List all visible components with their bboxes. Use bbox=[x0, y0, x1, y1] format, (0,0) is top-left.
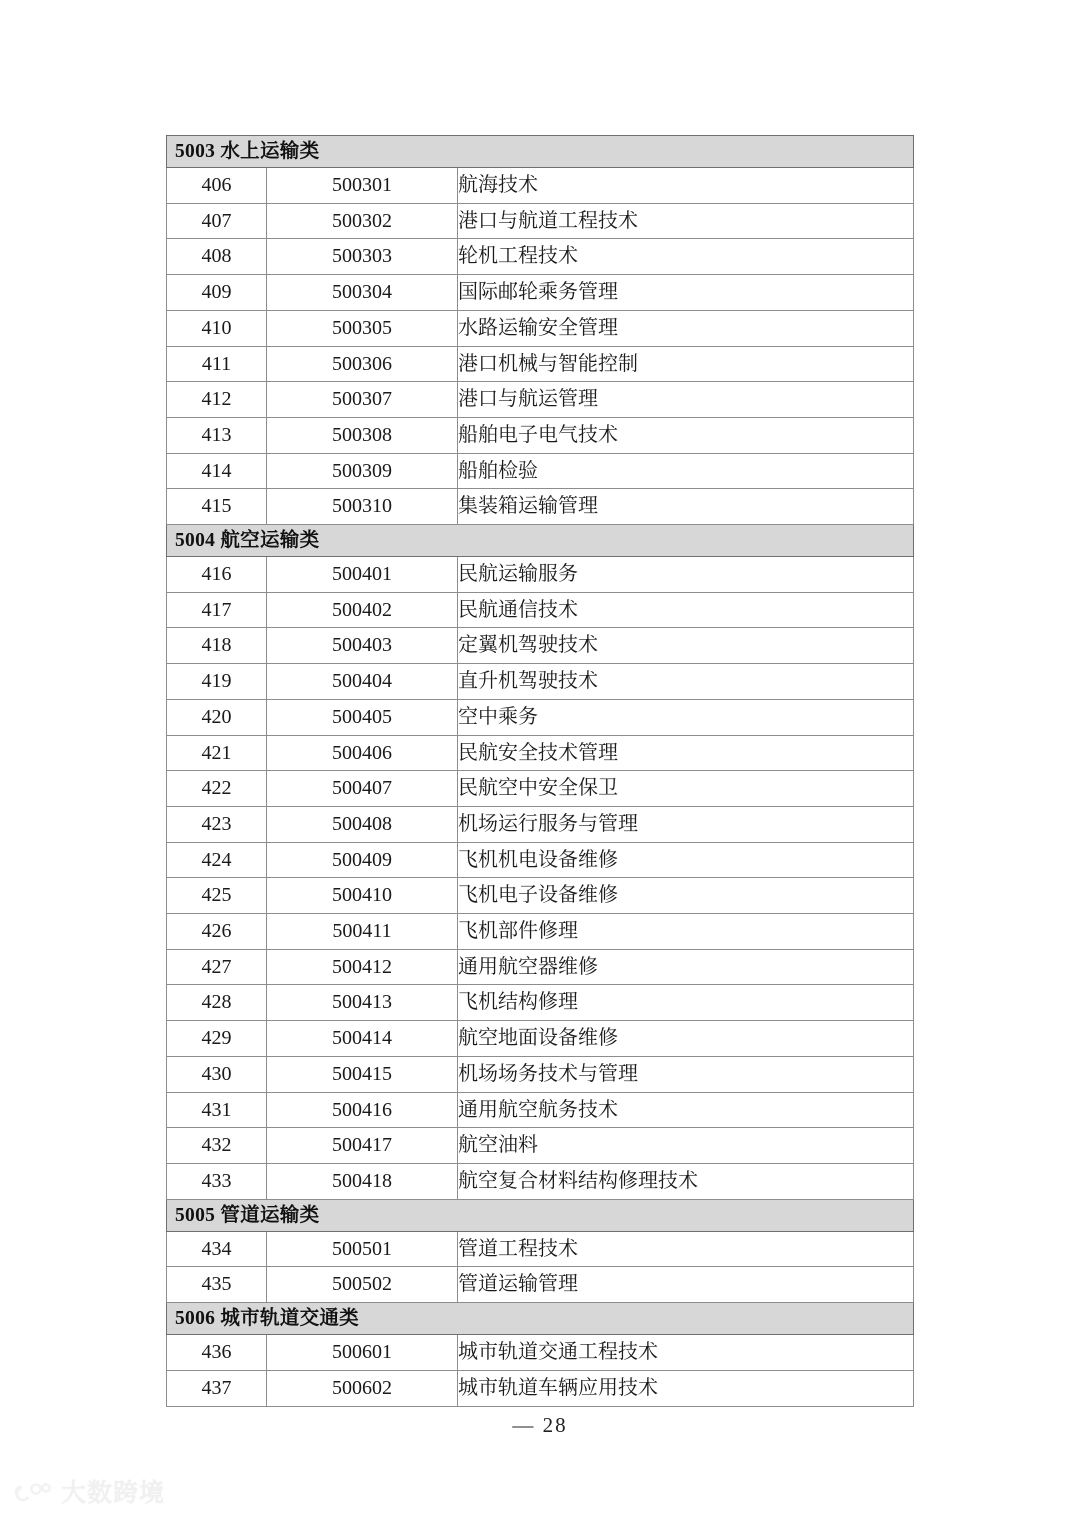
cell-major-name: 飞机结构修理 bbox=[458, 985, 914, 1021]
cell-major-name: 航空地面设备维修 bbox=[458, 1021, 914, 1057]
table-row bbox=[167, 628, 914, 664]
cell-major-name: 港口与航运管理 bbox=[458, 382, 914, 418]
cell-major-name: 民航空中安全保卫 bbox=[458, 771, 914, 807]
table-row bbox=[167, 346, 914, 382]
cell-major-name: 飞机机电设备维修 bbox=[458, 842, 914, 878]
table-row bbox=[167, 1267, 914, 1303]
cell-sequence-number: 407 bbox=[167, 203, 267, 239]
cell-major-code: 500411 bbox=[267, 914, 458, 950]
cell-major-code: 500308 bbox=[267, 417, 458, 453]
cell-sequence-number: 433 bbox=[167, 1163, 267, 1199]
section-header-label: 5006 城市轨道交通类 bbox=[175, 1308, 359, 1330]
table-row bbox=[167, 417, 914, 453]
cell-sequence-number: 435 bbox=[167, 1267, 267, 1303]
cell-sequence-number: 436 bbox=[167, 1335, 267, 1371]
cell-major-code: 500401 bbox=[267, 557, 458, 593]
cell-major-code: 500302 bbox=[267, 203, 458, 239]
table-row bbox=[167, 985, 914, 1021]
cell-major-code: 500306 bbox=[267, 346, 458, 382]
cell-sequence-number: 423 bbox=[167, 806, 267, 842]
section-header-row bbox=[167, 525, 914, 557]
table-row bbox=[167, 1021, 914, 1057]
section-header-row bbox=[167, 1199, 914, 1231]
cell-major-name: 国际邮轮乘务管理 bbox=[458, 275, 914, 311]
cell-major-name: 航空复合材料结构修理技术 bbox=[458, 1163, 914, 1199]
cell-major-name: 港口与航道工程技术 bbox=[458, 203, 914, 239]
cell-sequence-number: 410 bbox=[167, 310, 267, 346]
cell-major-name: 集装箱运输管理 bbox=[458, 489, 914, 525]
cell-sequence-number: 425 bbox=[167, 878, 267, 914]
cell-major-name: 城市轨道交通工程技术 bbox=[458, 1335, 914, 1371]
cell-sequence-number: 426 bbox=[167, 914, 267, 950]
cell-sequence-number: 416 bbox=[167, 557, 267, 593]
cell-sequence-number: 414 bbox=[167, 453, 267, 489]
cell-sequence-number: 417 bbox=[167, 592, 267, 628]
cell-major-name: 飞机电子设备维修 bbox=[458, 878, 914, 914]
cell-sequence-number: 412 bbox=[167, 382, 267, 418]
cell-major-code: 500310 bbox=[267, 489, 458, 525]
section-header-row bbox=[167, 1303, 914, 1335]
section-header-cell bbox=[167, 136, 914, 168]
table-row bbox=[167, 1163, 914, 1199]
cell-major-code: 500402 bbox=[267, 592, 458, 628]
cell-sequence-number: 406 bbox=[167, 168, 267, 204]
cell-major-code: 500415 bbox=[267, 1056, 458, 1092]
table-row bbox=[167, 914, 914, 950]
cell-major-code: 500305 bbox=[267, 310, 458, 346]
table-row bbox=[167, 664, 914, 700]
section-header-label: 5003 水上运输类 bbox=[175, 141, 320, 162]
cell-sequence-number: 422 bbox=[167, 771, 267, 807]
cell-major-name: 航空油料 bbox=[458, 1128, 914, 1164]
table-row bbox=[167, 1056, 914, 1092]
cell-major-name: 港口机械与智能控制 bbox=[458, 346, 914, 382]
cell-major-code: 500407 bbox=[267, 771, 458, 807]
cell-sequence-number: 431 bbox=[167, 1092, 267, 1128]
page-footer bbox=[0, 1413, 1080, 1438]
cell-major-code: 500404 bbox=[267, 664, 458, 700]
cell-major-name: 船舶检验 bbox=[458, 453, 914, 489]
cell-sequence-number: 411 bbox=[167, 346, 267, 382]
table-row bbox=[167, 557, 914, 593]
cell-sequence-number: 430 bbox=[167, 1056, 267, 1092]
dashukuajing-logo-icon bbox=[14, 1480, 54, 1507]
cell-sequence-number: 415 bbox=[167, 489, 267, 525]
table-row bbox=[167, 806, 914, 842]
table-row bbox=[167, 699, 914, 735]
cell-major-code: 500502 bbox=[267, 1267, 458, 1303]
cell-sequence-number: 429 bbox=[167, 1021, 267, 1057]
cell-sequence-number: 434 bbox=[167, 1231, 267, 1267]
cell-major-code: 500417 bbox=[267, 1128, 458, 1164]
cell-major-name: 通用航空航务技术 bbox=[458, 1092, 914, 1128]
table-row bbox=[167, 878, 914, 914]
cell-sequence-number: 432 bbox=[167, 1128, 267, 1164]
table-row bbox=[167, 949, 914, 985]
cell-major-code: 500307 bbox=[267, 382, 458, 418]
cell-sequence-number: 418 bbox=[167, 628, 267, 664]
cell-major-name: 飞机部件修理 bbox=[458, 914, 914, 950]
table-row bbox=[167, 592, 914, 628]
table-row bbox=[167, 275, 914, 311]
cell-major-name: 空中乘务 bbox=[458, 699, 914, 735]
cell-major-code: 500408 bbox=[267, 806, 458, 842]
cell-major-name: 民航运输服务 bbox=[458, 557, 914, 593]
cell-sequence-number: 408 bbox=[167, 239, 267, 275]
table-row bbox=[167, 771, 914, 807]
table-row bbox=[167, 489, 914, 525]
section-header-row bbox=[167, 136, 914, 168]
cell-major-name: 民航通信技术 bbox=[458, 592, 914, 628]
cell-major-name: 民航安全技术管理 bbox=[458, 735, 914, 771]
section-header-cell bbox=[167, 525, 914, 557]
cell-major-name: 管道工程技术 bbox=[458, 1231, 914, 1267]
table-row bbox=[167, 1231, 914, 1267]
cell-sequence-number: 413 bbox=[167, 417, 267, 453]
table-row bbox=[167, 203, 914, 239]
page-number: — 28 bbox=[512, 1413, 568, 1437]
cell-major-name: 管道运输管理 bbox=[458, 1267, 914, 1303]
table-row bbox=[167, 382, 914, 418]
cell-major-code: 500602 bbox=[267, 1370, 458, 1406]
cell-major-name: 定翼机驾驶技术 bbox=[458, 628, 914, 664]
cell-sequence-number: 424 bbox=[167, 842, 267, 878]
cell-major-code: 500309 bbox=[267, 453, 458, 489]
table-row bbox=[167, 1335, 914, 1371]
table-row bbox=[167, 1128, 914, 1164]
table-row bbox=[167, 239, 914, 275]
cell-major-name: 直升机驾驶技术 bbox=[458, 664, 914, 700]
cell-major-name: 机场运行服务与管理 bbox=[458, 806, 914, 842]
cell-major-code: 500412 bbox=[267, 949, 458, 985]
major-catalog-table bbox=[166, 135, 914, 1407]
section-header-label: 5005 管道运输类 bbox=[175, 1204, 320, 1226]
table-row bbox=[167, 168, 914, 204]
cell-sequence-number: 437 bbox=[167, 1370, 267, 1406]
table-row bbox=[167, 1092, 914, 1128]
watermark-text: 大数跨境 bbox=[61, 1479, 166, 1507]
cell-major-code: 500501 bbox=[267, 1231, 458, 1267]
cell-sequence-number: 421 bbox=[167, 735, 267, 771]
watermark bbox=[14, 1480, 165, 1507]
section-header-label: 5004 航空运输类 bbox=[175, 530, 320, 552]
cell-major-code: 500418 bbox=[267, 1163, 458, 1199]
cell-major-name: 通用航空器维修 bbox=[458, 949, 914, 985]
cell-major-code: 500601 bbox=[267, 1335, 458, 1371]
table-row bbox=[167, 310, 914, 346]
cell-major-name: 水路运输安全管理 bbox=[458, 310, 914, 346]
cell-major-code: 500414 bbox=[267, 1021, 458, 1057]
cell-major-name: 机场场务技术与管理 bbox=[458, 1056, 914, 1092]
cell-sequence-number: 409 bbox=[167, 275, 267, 311]
table-row bbox=[167, 735, 914, 771]
cell-major-code: 500409 bbox=[267, 842, 458, 878]
table-row bbox=[167, 1370, 914, 1406]
section-header-cell bbox=[167, 1303, 914, 1335]
section-header-cell bbox=[167, 1199, 914, 1231]
catalog-table-body bbox=[167, 136, 914, 1407]
cell-major-code: 500405 bbox=[267, 699, 458, 735]
cell-sequence-number: 420 bbox=[167, 699, 267, 735]
cell-major-code: 500304 bbox=[267, 275, 458, 311]
cell-major-code: 500406 bbox=[267, 735, 458, 771]
cell-major-name: 城市轨道车辆应用技术 bbox=[458, 1370, 914, 1406]
cell-major-code: 500416 bbox=[267, 1092, 458, 1128]
cell-major-code: 500301 bbox=[267, 168, 458, 204]
cell-sequence-number: 427 bbox=[167, 949, 267, 985]
cell-sequence-number: 419 bbox=[167, 664, 267, 700]
table-row bbox=[167, 842, 914, 878]
cell-major-code: 500303 bbox=[267, 239, 458, 275]
cell-major-name: 轮机工程技术 bbox=[458, 239, 914, 275]
cell-major-name: 船舶电子电气技术 bbox=[458, 417, 914, 453]
table-row bbox=[167, 453, 914, 489]
cell-major-name: 航海技术 bbox=[458, 168, 914, 204]
cell-major-code: 500403 bbox=[267, 628, 458, 664]
cell-major-code: 500413 bbox=[267, 985, 458, 1021]
cell-major-code: 500410 bbox=[267, 878, 458, 914]
cell-sequence-number: 428 bbox=[167, 985, 267, 1021]
